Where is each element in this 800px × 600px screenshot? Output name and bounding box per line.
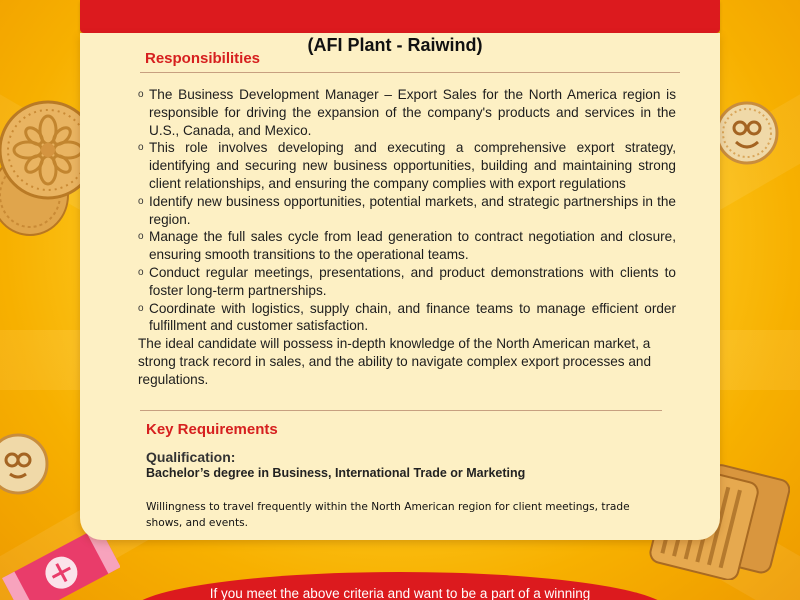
page-subtitle: (AFI Plant - Raiwind): [307, 35, 483, 55]
travel-requirement: Willingness to travel frequently within the North American region for client meetings, trade shows, and events.: [146, 501, 630, 529]
smiley-biscuit-icon: [714, 100, 780, 166]
key-requirements-heading: Key Requirements: [146, 421, 278, 438]
list-item: [138, 228, 676, 264]
top-banner: [80, 0, 720, 33]
list-item: [138, 86, 676, 139]
qualification-value: Bachelor’s degree in Business, International Trade or Marketing: [146, 466, 526, 480]
divider: [140, 410, 662, 411]
bullet-marker: o: [138, 142, 144, 154]
footer-text: If you meet the above criteria and want to be a part of a winning: [209, 586, 591, 600]
bullet-text: The Business Development Manager – Export Sales for the North America region is responsible for driving the expansion of the company's products and services in the U.S., Canada, and Mexico.: [149, 87, 676, 138]
bullet-text: Identify new business opportunities, potential markets, and strategic partnerships in the region.: [149, 193, 676, 227]
bullet-text: Conduct regular meetings, presentations, and product demonstrations with clients to foster long-term partnerships.: [149, 264, 676, 298]
list-item: [138, 264, 676, 300]
closing-paragraph: The ideal candidate will possess in-depth knowledge of the North American market, a strong track record in sales, and the ability to navigate complex export processes and regulations.: [138, 336, 652, 387]
qualification-label: Qualification:: [146, 449, 236, 465]
smiley-biscuit-icon: [0, 432, 50, 496]
divider: [140, 72, 680, 73]
bullet-marker: o: [138, 195, 144, 207]
bullet-marker: o: [138, 231, 144, 243]
responsibilities-heading: Responsibilities: [145, 50, 261, 67]
list-item: [138, 193, 676, 229]
bullet-text: This role involves developing and executing a comprehensive export strategy, identifying and securing new business opportunities, building and maintaining strong client relationships, and ensuring the company complies with export regulations: [149, 140, 676, 191]
list-item: [138, 139, 676, 192]
bullet-text: Coordinate with logistics, supply chain, and finance teams to manage efficient order fulfillment and customer satisfaction.: [149, 300, 676, 334]
bullet-marker: o: [138, 302, 144, 314]
bullet-marker: o: [138, 89, 144, 100]
responsibilities-body: [138, 86, 676, 389]
list-item: [138, 300, 676, 336]
bullet-text: Manage the full sales cycle from lead generation to contract negotiation and closure, ensuring smooth transitions to the operational teams.: [149, 229, 676, 263]
bullet-marker: o: [138, 266, 144, 278]
